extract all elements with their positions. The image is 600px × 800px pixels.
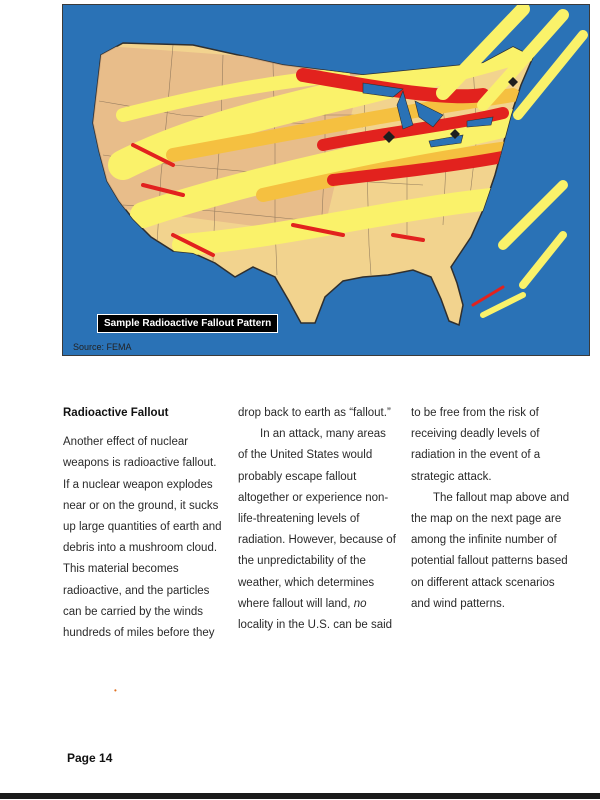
article-column-1 (63, 403, 223, 644)
emphasis-text: no (353, 597, 367, 610)
article-heading: Radioactive Fallout (63, 407, 169, 419)
print-speck: • (114, 686, 117, 695)
article-column-3 (411, 403, 576, 615)
article-paragraph: Another effect of nuclear weapons is radioactive fallout. If a nuclear weapon explodes near or on the ground, it sucks up large quantities of earth and debris into a mushroom cloud. This material becomes radioactive, and the particles can be carried by the winds hundreds of miles before they (63, 436, 222, 640)
map-source-credit: Source: FEMA (73, 342, 132, 352)
bottom-rule (0, 793, 600, 799)
map-caption: Sample Radioactive Fallout Pattern (97, 314, 278, 333)
paragraph-text: In an attack, many areas of the United States would probably escape fallout altogether or experience non-life-threatening levels of radiation. However, because of the unpredictability of the weather, which determines where fallout will land, (238, 428, 396, 610)
paragraph-text: locality in the U.S. can be said (238, 619, 393, 632)
article-paragraph (238, 424, 398, 636)
article-paragraph: The fallout map above and the map on the next page are among the infinite number of potential fallout patterns based on different attack scenarios and wind patterns. (411, 491, 570, 610)
article-paragraph: to be free from the risk of receiving deadly levels of radiation in the event of a strategic attack. (411, 407, 541, 483)
page-number: Page 14 (67, 751, 113, 765)
fallout-map-figure (62, 4, 590, 356)
article-column-2 (238, 403, 398, 636)
fallout-map (63, 5, 589, 355)
article-paragraph: drop back to earth as “fallout.” (238, 407, 391, 419)
